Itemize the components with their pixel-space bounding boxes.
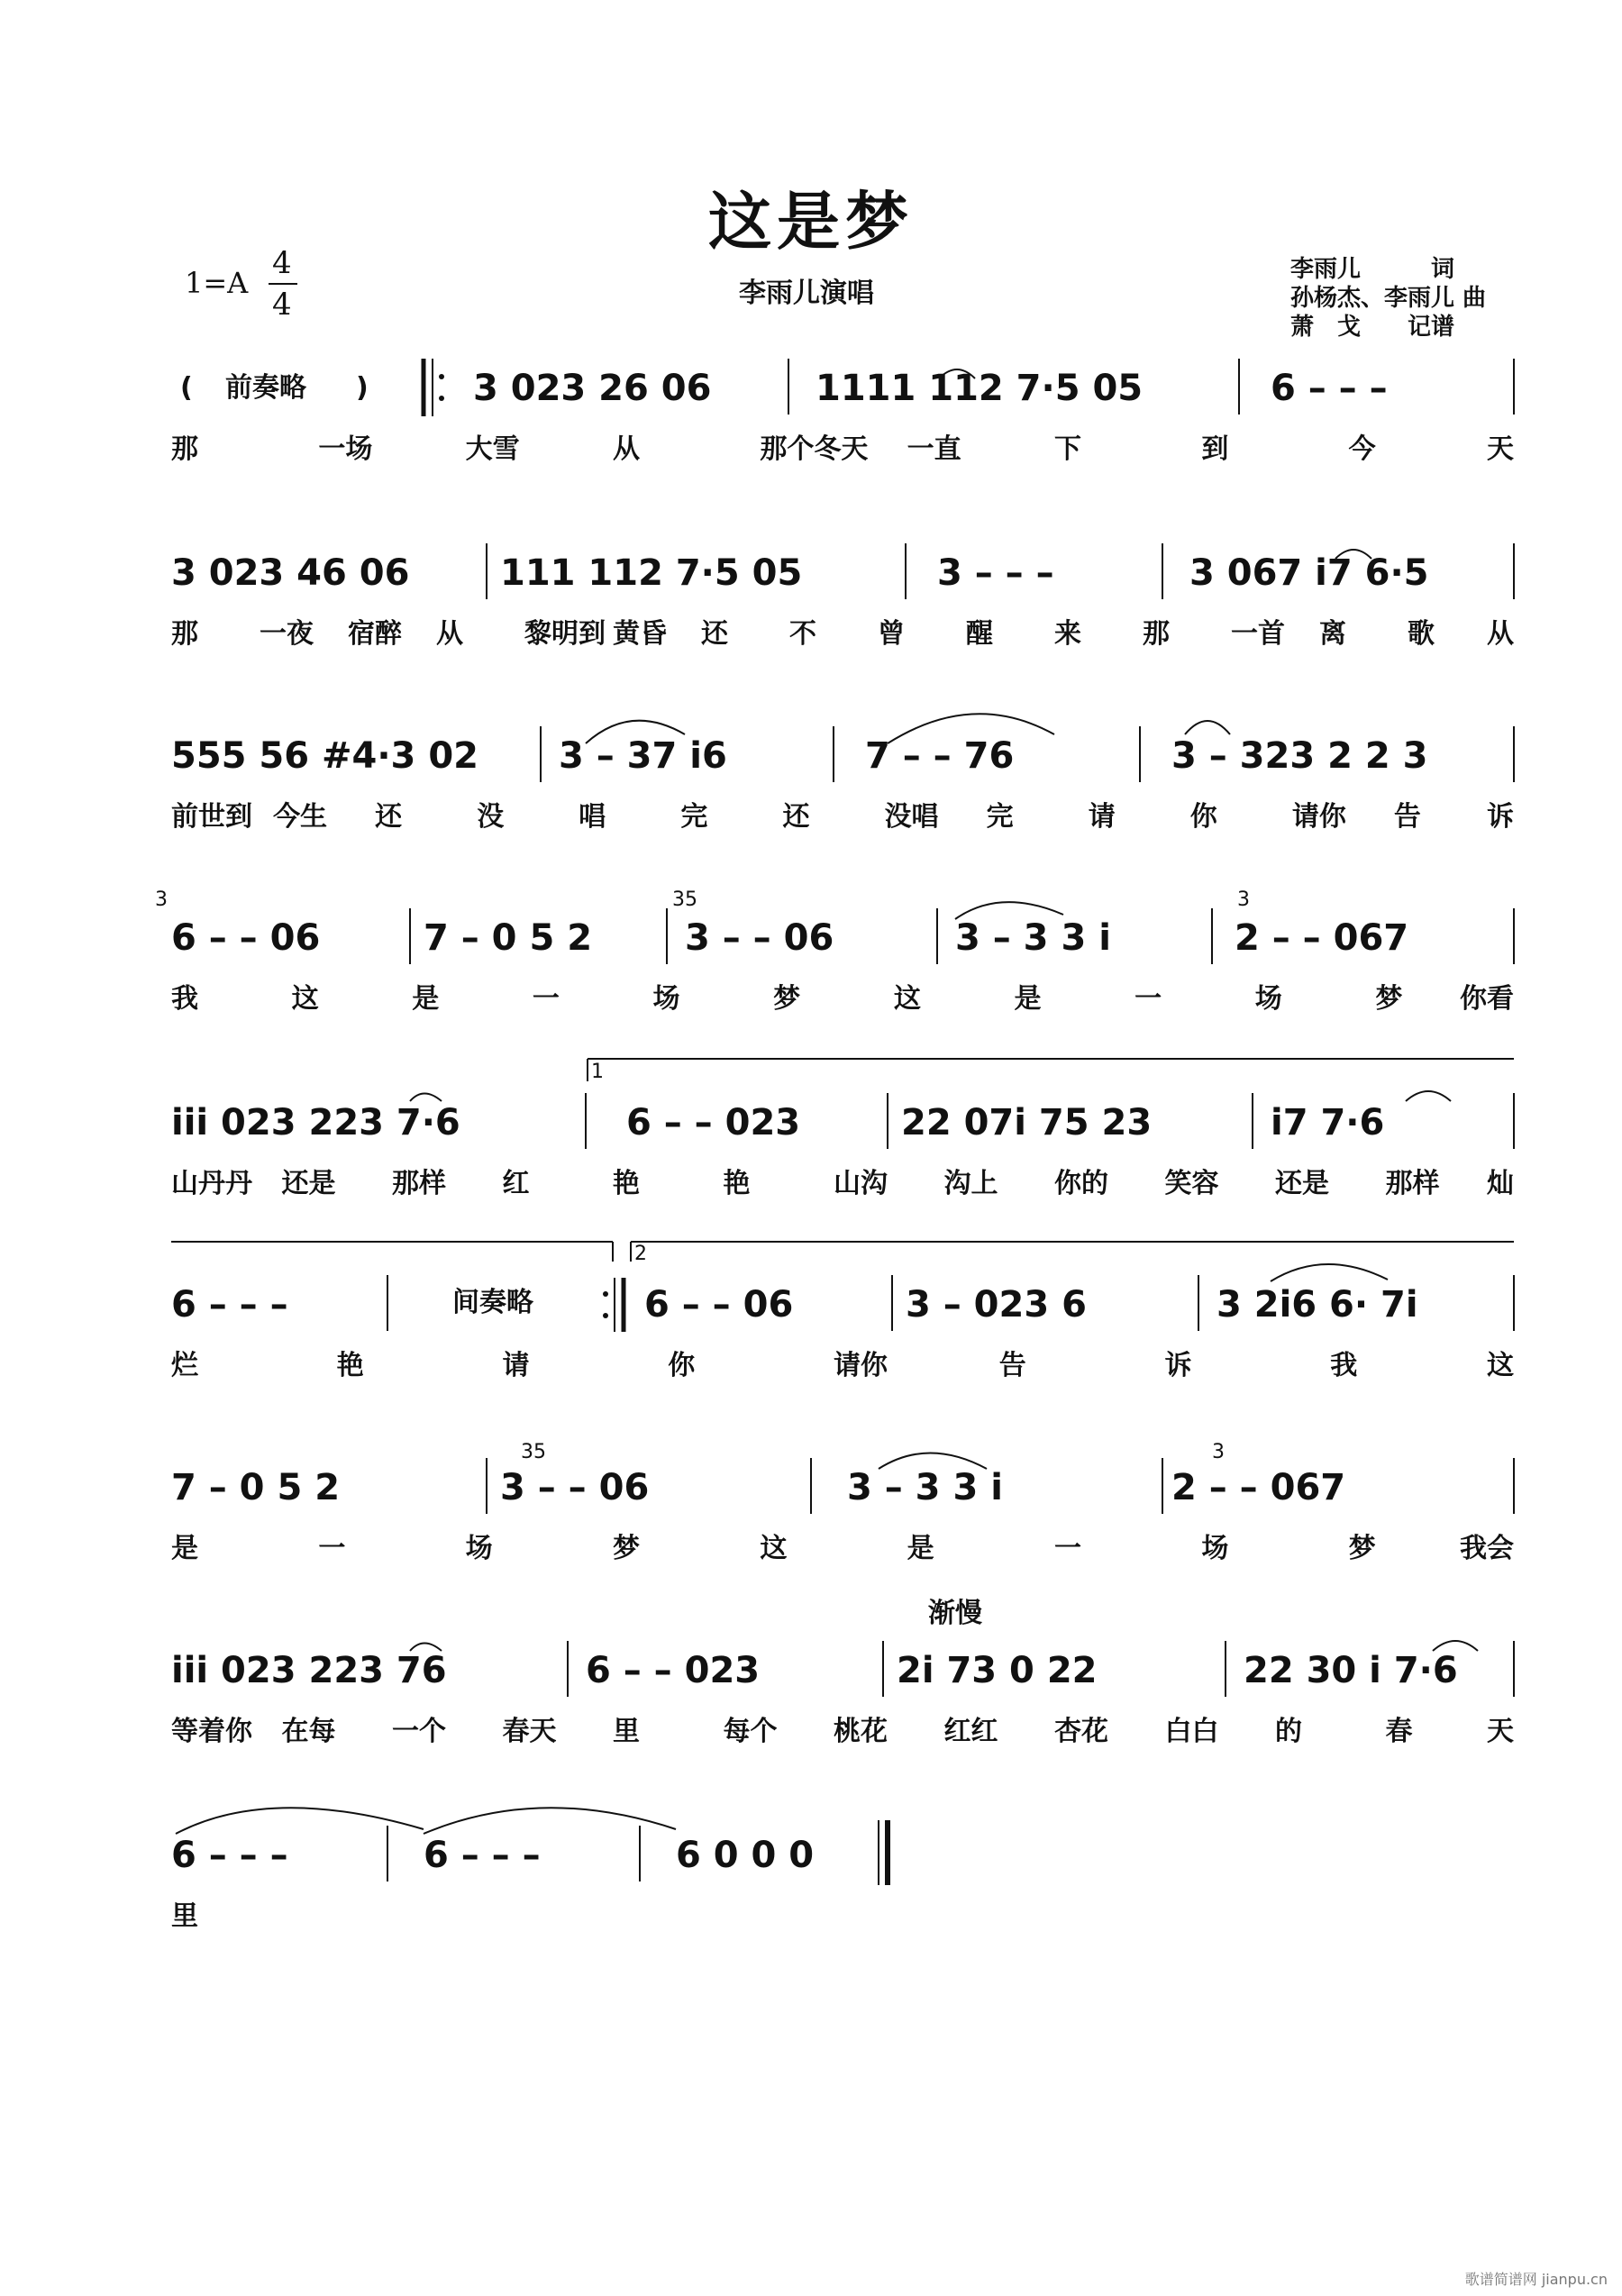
lyric-word: 一场 xyxy=(318,433,373,465)
lyric-word: 诉 xyxy=(1487,801,1514,833)
lyric-word: 杏花 xyxy=(1054,1716,1108,1747)
lyric-word: 还 xyxy=(375,801,403,833)
lyric-word: 红红 xyxy=(943,1716,998,1747)
lyric-word: 我会 xyxy=(1460,1533,1514,1564)
lyric-word: 告 xyxy=(1393,801,1421,833)
lyric-word: 到 xyxy=(1201,433,1229,465)
measure-notes: 7 – 0 5 2 xyxy=(171,1467,341,1508)
lyric-word: 场 xyxy=(465,1533,493,1564)
lyric-word: 我 xyxy=(171,983,198,1015)
lyric-word: 是 xyxy=(1014,983,1042,1015)
measure-notes: 6 – – – xyxy=(424,1835,541,1876)
lyric-word: 你的 xyxy=(1054,1168,1108,1199)
lyric-word: 你 xyxy=(668,1350,696,1381)
lyric-word: 一 xyxy=(318,1533,346,1564)
lyric-word: 天 xyxy=(1487,433,1514,465)
credit-lyricist: 李雨儿 词 xyxy=(1290,256,1455,283)
tuplet-35-mark: 35 xyxy=(672,888,697,911)
lyric-word: 等着你 xyxy=(171,1716,252,1747)
lyric-word: 诉 xyxy=(1164,1350,1192,1381)
lyric-word: 是 xyxy=(907,1533,934,1564)
measure-notes: 3 067 i7 6·5 xyxy=(1189,552,1429,594)
measure-notes: 6 – – 023 xyxy=(586,1650,761,1691)
lyric-word: 你 xyxy=(1189,801,1217,833)
lyric-word: 没 xyxy=(477,801,505,833)
lyric-word: 唱 xyxy=(579,801,606,833)
lyric-word: 下 xyxy=(1054,433,1081,465)
lyric-word: 梦 xyxy=(613,1533,640,1564)
score-row xyxy=(171,1275,1514,1381)
lyric-word: 这 xyxy=(893,983,921,1015)
slur xyxy=(1406,1091,1451,1101)
singer-label: 李雨儿演唱 xyxy=(739,278,874,309)
lyric-word: 是 xyxy=(171,1533,198,1564)
lyric-word: 一 xyxy=(532,983,560,1015)
repeat-end-dot xyxy=(603,1291,608,1297)
measure-notes: 6 – – – xyxy=(171,1835,288,1876)
measure-notes: 2i 73 0 22 xyxy=(897,1650,1098,1691)
lyric-word: 艳 xyxy=(723,1168,751,1199)
lyric-word: 这 xyxy=(1487,1350,1514,1381)
lyric-word: 梦 xyxy=(773,983,801,1015)
measure-notes: 3 – 3 3 i xyxy=(955,917,1111,959)
lyric-word: 曾 xyxy=(878,618,905,650)
lyric-word: 从 xyxy=(613,433,640,465)
song-title: 这是梦 xyxy=(708,185,914,259)
measure-notes: 3 – – – xyxy=(937,552,1054,594)
lyric-word: 在每 xyxy=(281,1716,336,1747)
measure-notes: 555 56 #4·3 02 xyxy=(171,735,478,777)
lyric-word: 大雪 xyxy=(465,433,520,465)
measure-notes: 3 – 023 6 xyxy=(906,1284,1087,1326)
lyric-word: 桃花 xyxy=(834,1716,888,1747)
lyric-word: 的 xyxy=(1275,1716,1302,1747)
measure-notes: 6 – – 023 xyxy=(626,1102,801,1143)
lyric-word: 我 xyxy=(1330,1350,1358,1381)
lyric-word: 山沟 xyxy=(834,1168,888,1199)
prelude-close-paren: ) xyxy=(356,372,369,404)
slur xyxy=(176,1808,424,1834)
measure-notes: 6 0 0 0 xyxy=(676,1835,815,1876)
credit-composer: 孙杨杰、李雨儿 曲 xyxy=(1290,285,1487,312)
measure-notes: i7 7·6 xyxy=(1271,1102,1385,1143)
score-rows xyxy=(171,359,1514,1932)
lyric-word: 天 xyxy=(1487,1716,1514,1747)
lyric-word: 那样 xyxy=(392,1168,446,1199)
slur xyxy=(1271,1264,1388,1281)
measure-notes: 6 – – 06 xyxy=(171,917,321,959)
lyric-word: 烂 xyxy=(171,1350,198,1381)
measure-notes: 22 07i 75 23 xyxy=(901,1102,1153,1143)
lyric-word: 一个 xyxy=(392,1716,446,1747)
lyric-word: 场 xyxy=(652,983,680,1015)
credit-transcriber: 萧 戈 记谱 xyxy=(1290,314,1455,341)
repeat-dot xyxy=(439,374,444,379)
lyric-word: 沟上 xyxy=(943,1168,998,1199)
lyric-word: 是 xyxy=(412,983,440,1015)
lyric-word: 来 xyxy=(1054,618,1081,650)
measure-notes: 1111 112 7·5 05 xyxy=(816,368,1144,409)
lyric-word: 请你 xyxy=(834,1350,888,1381)
lyric-word: 一 xyxy=(1054,1533,1081,1564)
measure-notes: 6 – – – xyxy=(171,1284,288,1326)
tuplet-3-mark: 3 xyxy=(1212,1441,1225,1463)
lyric-word: 不 xyxy=(789,618,816,650)
measure-notes: 7 – 0 5 2 xyxy=(424,917,593,959)
measure-notes: 3 – 323 2 2 3 xyxy=(1171,735,1428,777)
measure-notes: 3 – – 06 xyxy=(500,1467,650,1508)
lyric-word: 那 xyxy=(171,618,198,650)
lyric-word: 前世到 xyxy=(171,801,252,833)
measure-notes: 3 2i6 6· 7i xyxy=(1216,1284,1418,1326)
lyric-word: 还是 xyxy=(1275,1168,1329,1199)
lyric-word: 黄昏 xyxy=(613,618,667,650)
lyric-word: 今生 xyxy=(273,801,328,833)
time-signature-top: 4 xyxy=(272,245,292,281)
prelude-label: 前奏略 xyxy=(225,372,306,404)
lyric-word: 每个 xyxy=(723,1716,778,1747)
prelude-open-paren: ( xyxy=(180,372,193,404)
score-row xyxy=(171,726,1514,833)
lyric-word: 笑容 xyxy=(1164,1168,1219,1199)
measure-notes: iii 023 223 76 xyxy=(171,1650,447,1691)
time-signature-bottom: 4 xyxy=(272,287,292,323)
lyric-word: 那样 xyxy=(1385,1168,1440,1199)
measure-notes: 22 30 i 7·6 xyxy=(1244,1650,1458,1691)
repeat-dot xyxy=(439,396,444,401)
score-row xyxy=(171,543,1514,650)
lyric-word: 完 xyxy=(986,801,1014,833)
lyric-word: 离 xyxy=(1319,618,1346,650)
lyric-word: 春天 xyxy=(502,1716,557,1747)
lyric-word: 春 xyxy=(1385,1716,1413,1747)
lyric-word: 请 xyxy=(1088,801,1116,833)
watermark: 歌谱简谱网 jianpu.cn xyxy=(1464,2271,1608,2288)
lyric-word: 黎明到 xyxy=(524,618,606,650)
measure-notes: 6 – – 06 xyxy=(644,1284,794,1326)
measure-notes: 2 – – 067 xyxy=(1171,1467,1346,1508)
lyric-word: 那 xyxy=(1143,618,1170,650)
measure-notes: 3 023 26 06 xyxy=(473,368,712,409)
score-row xyxy=(171,1826,814,1932)
lyric-word: 场 xyxy=(1254,983,1282,1015)
lyric-word: 一首 xyxy=(1231,618,1285,650)
lyric-word: 艳 xyxy=(336,1350,364,1381)
lyric-word: 白白 xyxy=(1164,1716,1219,1747)
score-row xyxy=(171,1641,1514,1747)
measure-notes: 111 112 7·5 05 xyxy=(500,552,803,594)
lyric-word: 告 xyxy=(998,1350,1026,1381)
slur xyxy=(410,1094,442,1102)
lyric-word: 没唱 xyxy=(884,801,939,833)
slur xyxy=(1185,721,1230,734)
lyric-word: 请 xyxy=(502,1350,530,1381)
lyric-word: 山丹丹 xyxy=(171,1168,252,1199)
lyric-word: 歌 xyxy=(1408,618,1435,650)
lyric-word: 这 xyxy=(291,983,319,1015)
lyric-word: 还是 xyxy=(281,1168,336,1199)
volta-1-label: 1 xyxy=(591,1061,604,1083)
lyric-word: 今 xyxy=(1348,433,1376,465)
tuplet-3-mark: 3 xyxy=(1237,888,1250,911)
repeat-end-dot xyxy=(603,1313,608,1318)
lyric-word: 梦 xyxy=(1375,983,1403,1015)
key-signature: 1=A xyxy=(185,266,249,300)
lyric-word: 还 xyxy=(701,618,728,650)
measure-notes: iii 023 223 7·6 xyxy=(171,1102,460,1143)
interlude-label: 间奏略 xyxy=(452,1287,533,1318)
lyric-word: 灿 xyxy=(1487,1168,1514,1199)
lyric-word: 那 xyxy=(171,433,198,465)
lyric-word: 艳 xyxy=(613,1168,640,1199)
tuplet-3-mark: 3 xyxy=(155,888,168,911)
score-row xyxy=(171,1093,1514,1199)
lyric-word: 一 xyxy=(1134,983,1162,1015)
lyric-word: 一夜 xyxy=(260,618,314,650)
lyric-word: 那个冬天 xyxy=(760,433,869,465)
measure-notes: 3 023 46 06 xyxy=(171,552,410,594)
lyric-word: 醒 xyxy=(966,618,993,650)
lyric-word: 还 xyxy=(782,801,810,833)
tuplet-35-mark: 35 xyxy=(521,1441,546,1463)
measure-notes: 2 – – 067 xyxy=(1235,917,1409,959)
lyric-word: 完 xyxy=(680,801,708,833)
volta-2-label: 2 xyxy=(634,1243,647,1265)
lyric-word: 这 xyxy=(760,1533,788,1564)
lyric-word: 一直 xyxy=(907,433,961,465)
lyric-word: 梦 xyxy=(1348,1533,1376,1564)
lyric-word: 从 xyxy=(436,618,463,650)
lyric-word: 从 xyxy=(1487,618,1514,650)
lyric-word: 你看 xyxy=(1460,983,1514,1015)
score-row xyxy=(171,359,1514,465)
measure-notes: 3 – 37 i6 xyxy=(559,735,727,777)
measure-notes: 6 – – – xyxy=(1271,368,1388,409)
lyric-word: 宿醉 xyxy=(348,618,402,650)
score-row xyxy=(171,1458,1514,1564)
lyric-word: 里 xyxy=(171,1900,198,1932)
lyric-word: 红 xyxy=(502,1168,530,1199)
slur xyxy=(424,1808,676,1834)
measure-notes: 7 – – 76 xyxy=(865,735,1015,777)
lyric-word: 场 xyxy=(1201,1533,1229,1564)
measure-notes: 3 – – 06 xyxy=(685,917,834,959)
lyric-word: 请你 xyxy=(1291,801,1346,833)
tempo-mark: 渐慢 xyxy=(928,1598,982,1629)
measure-notes: 3 – 3 3 i xyxy=(847,1467,1003,1508)
score-row xyxy=(171,908,1514,1015)
lyric-word: 里 xyxy=(613,1716,640,1747)
